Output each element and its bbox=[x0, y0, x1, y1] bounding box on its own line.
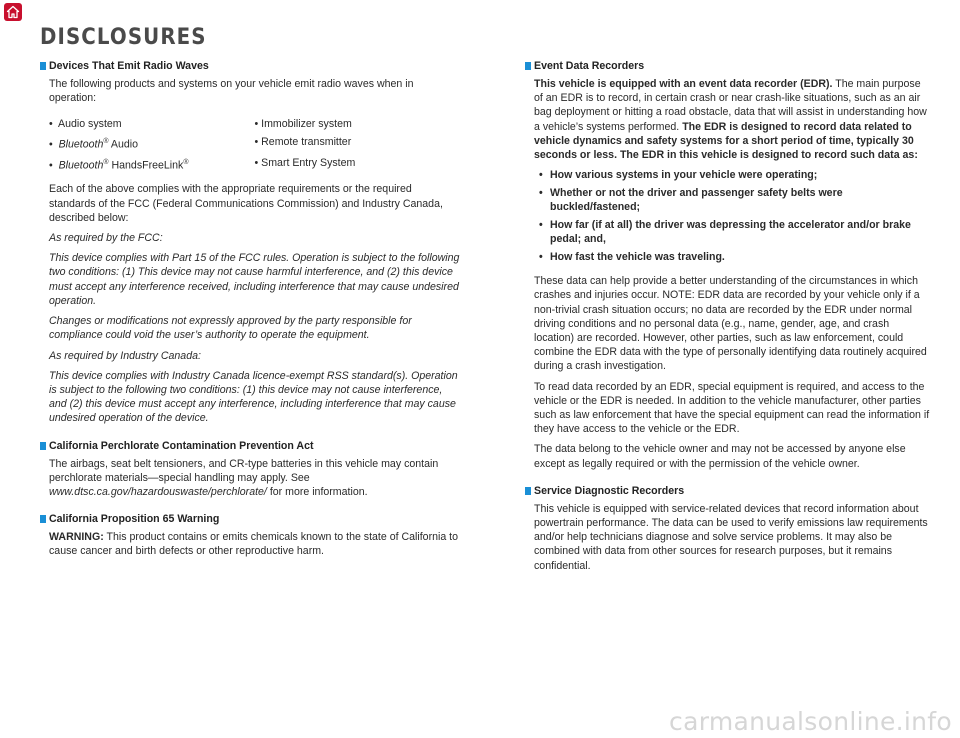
list-item: • Smart Entry System bbox=[254, 156, 356, 169]
section-heading: California Perchlorate Contamination Prevention Act bbox=[40, 440, 460, 452]
sdr-section bbox=[525, 485, 930, 573]
edr-intro: This vehicle is equipped with an event data recorder (EDR). The main purpose of an EDR is to record, in certain crash or near crash-like situations, such as an air bag deployment or hitting a road obstacle, data that will assist in understanding how a vehicle’s systems performed. The EDR is designed to record data related to vehicle dynamics and safety systems for a short period of time, typically 30 seconds or less. The EDR in this vehicle is designed to record such data as: bbox=[534, 78, 927, 162]
edr-data-list bbox=[534, 168, 930, 264]
section-heading: Event Data Recorders bbox=[525, 60, 930, 72]
square-bullet-icon bbox=[40, 515, 46, 523]
perchlorate-text: The airbags, seat belt tensioners, and CR-type batteries in this vehicle may contain perchlorate materials—special handling may apply. See www.dtsc.ca.gov/hazardouswaste/perchlorate/ for more information. bbox=[49, 457, 439, 498]
square-bullet-icon bbox=[40, 62, 46, 70]
square-bullet-icon bbox=[525, 62, 531, 70]
edr-section bbox=[525, 60, 930, 471]
right-column bbox=[525, 60, 930, 587]
home-button[interactable] bbox=[4, 3, 22, 21]
list-item: • How various systems in your vehicle were operating; bbox=[534, 168, 930, 182]
list-item: • Whether or not the driver and passenger safety belts were buckled/fastened; bbox=[534, 186, 930, 214]
fcc-modifications: Changes or modifications not expressly approved by the party responsible for compliance could void the user’s authority to operate the equipment. bbox=[49, 315, 412, 342]
radio-waves-section bbox=[40, 60, 460, 426]
square-bullet-icon bbox=[525, 487, 531, 495]
section-heading: Service Diagnostic Recorders bbox=[525, 485, 930, 497]
sdr-text: This vehicle is equipped with service-related devices that record information about powertrain performance. The data can be used to verify emissions law requirements and/or help technicians diagnose and solve service problems. It may also be combined with data from other sources for research purposes, but it remains confidential. bbox=[534, 502, 928, 572]
list-item: • How far (if at all) the driver was depressing the accelerator and/or brake pedal; and, bbox=[534, 218, 930, 246]
prop65-text: WARNING: This product contains or emits chemicals known to the state of California to cause cancer and birth defects or other reproductive harm. bbox=[49, 531, 459, 558]
perchlorate-section bbox=[40, 440, 460, 500]
prop65-section bbox=[40, 513, 460, 558]
fcc-label: As required by the FCC: bbox=[49, 232, 163, 245]
page-title: DISCLOSURES bbox=[40, 25, 207, 50]
compliance-text: Each of the above complies with the appropriate requirements or the required standards of the FCC (Federal Communications Commission) and Industry Canada, described below: bbox=[49, 183, 443, 224]
section-heading: Devices That Emit Radio Waves bbox=[40, 60, 460, 72]
square-bullet-icon bbox=[40, 442, 46, 450]
edr-paragraph: These data can help provide a better understanding of the circumstances in which crashes and injuries occur. NOTE: EDR data are recorded by your vehicle only if a non-trivial crash situation occurs; no data are recorded by the EDR under normal driving conditions and no personal data (e.g., name, gender, age, and crash location) are recorded. However, other parties, such as law enforcement, could combine the EDR data with the type of personally identifying data routinely acquired during a crash investigation. bbox=[534, 275, 927, 373]
list-item: • Bluetooth® Audio bbox=[49, 138, 139, 151]
list-item: • Immobilizer system bbox=[254, 118, 352, 131]
section-heading: California Proposition 65 Warning bbox=[40, 513, 460, 525]
ic-text: This device complies with Industry Canada licence-exempt RSS standard(s). Operation is subject to the following two conditions: (1) this device may not cause interference, and (2) this device must accept any interference, including interference that may cause undesired operation of the device. bbox=[49, 369, 458, 425]
list-item: • Bluetooth® HandsFreeLink® bbox=[49, 158, 189, 172]
perchlorate-link[interactable]: www.dtsc.ca.gov/hazardouswaste/perchlorate/ bbox=[49, 485, 267, 498]
watermark: carmanualsonline.info bbox=[669, 707, 952, 736]
list-item: • Remote transmitter bbox=[254, 136, 352, 149]
radio-intro: The following products and systems on your vehicle emit radio waves when in operation: bbox=[49, 78, 414, 105]
ic-label: As required by Industry Canada: bbox=[49, 349, 201, 362]
fcc-text: This device complies with Part 15 of the FCC rules. Operation is subject to the following two conditions: (1) This device may not cause harmful interference, and (2) this device must accept any interference received, including interference that may cause undesired operation. bbox=[49, 252, 460, 307]
left-column bbox=[40, 60, 460, 573]
home-icon bbox=[6, 5, 20, 19]
list-item: • Audio system bbox=[49, 118, 122, 131]
edr-paragraph: The data belong to the vehicle owner and may not be accessed by anyone else except as legally required or with the permission of the vehicle owner. bbox=[534, 443, 906, 470]
edr-paragraph: To read data recorded by an EDR, special equipment is required, and access to the vehicle or the EDR is needed. In addition to the vehicle manufacturer, other parties such as law enforcement that have the special equipment can read the information if they have access to the vehicle or the EDR. bbox=[534, 380, 930, 436]
list-item: • How fast the vehicle was traveling. bbox=[534, 250, 930, 264]
device-list bbox=[49, 115, 460, 174]
